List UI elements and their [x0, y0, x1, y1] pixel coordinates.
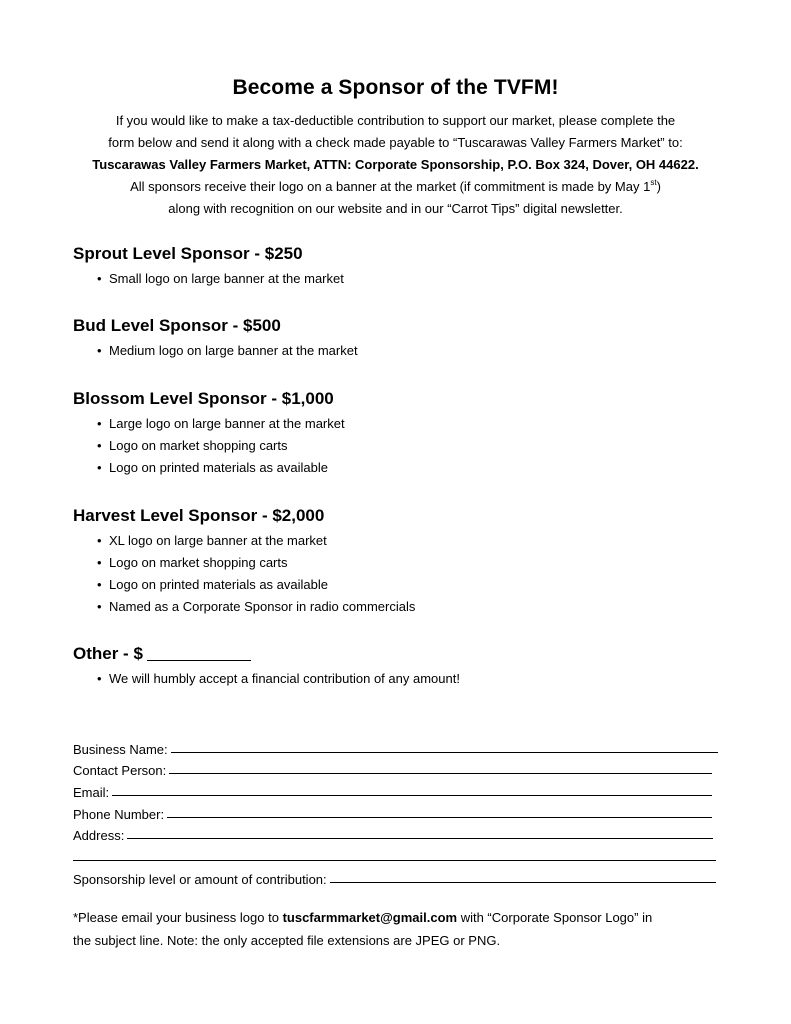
benefit-list — [97, 413, 345, 479]
ordinal-suffix: st — [650, 178, 657, 187]
benefit-list — [97, 530, 415, 618]
sponsor-level-other — [73, 643, 460, 690]
intro-paragraph — [40, 110, 751, 220]
benefit-list — [97, 340, 358, 362]
business-name-label: Business Name: — [73, 741, 168, 757]
benefit-list — [97, 668, 460, 690]
mailing-address: Tuscarawas Valley Farmers Market, ATTN: Corporate Sponsorship, P.O. Box 324, Dover, OH 44622. — [92, 157, 699, 172]
level-heading: Bud Level Sponsor - $500 — [73, 316, 281, 335]
sponsorship-level-blank[interactable] — [330, 882, 716, 883]
level-heading: Blossom Level Sponsor - $1,000 — [73, 389, 334, 408]
level-heading-row — [73, 643, 460, 665]
sponsor-level-bud — [73, 315, 358, 362]
intro-line-1: If you would like to make a tax-deductible contribution to support our market, please complete the — [115, 113, 676, 128]
sponsorship-level-label: Sponsorship level or amount of contribution: — [73, 871, 327, 887]
sponsor-level-sprout — [73, 243, 344, 290]
note-text: *Please email your business logo to — [73, 910, 283, 925]
benefit-item: • Logo on printed materials as available — [97, 457, 345, 479]
other-amount-blank[interactable] — [147, 644, 251, 661]
phone-number-field[interactable] — [73, 800, 718, 822]
benefit-item: • Logo on market shopping carts — [97, 435, 345, 457]
note-text-cont: with “Corporate Sponsor Logo” in — [457, 910, 653, 925]
benefit-list — [97, 268, 344, 290]
note-line-1 — [73, 906, 733, 929]
address-blank[interactable] — [127, 838, 713, 839]
intro-line-4 — [40, 176, 751, 198]
intro-line-4-close: ) — [656, 179, 661, 194]
email-blank[interactable] — [112, 795, 712, 796]
contact-person-label: Contact Person: — [73, 763, 167, 779]
benefit-item: • Logo on printed materials as available — [97, 574, 415, 596]
benefit-item: • Large logo on large banner at the market — [97, 413, 345, 435]
level-heading: Other - $ — [73, 644, 143, 663]
address-line-2-blank[interactable] — [73, 860, 716, 861]
sponsor-level-harvest — [73, 505, 415, 618]
note-line-2: the subject line. Note: the only accepted file extensions are JPEG or PNG. — [73, 933, 501, 948]
benefit-item: • XL logo on large banner at the market — [97, 530, 415, 552]
intro-line-2: form below and send it along with a check made payable to “Tuscarawas Valley Farmers Market” to: — [108, 135, 683, 150]
phone-number-label: Phone Number: — [73, 806, 165, 822]
address-line-2-field[interactable] — [73, 843, 718, 865]
benefit-item: • Medium logo on large banner at the market — [97, 340, 358, 362]
email-field[interactable] — [73, 778, 718, 800]
benefit-item: • We will humbly accept a financial contribution of any amount! — [97, 668, 460, 690]
benefit-item: • Logo on market shopping carts — [97, 552, 415, 574]
business-name-field[interactable] — [73, 735, 718, 757]
sponsor-level-blossom — [73, 388, 345, 479]
contact-person-blank[interactable] — [169, 773, 712, 774]
contact-email: tuscfarmmarket@gmail.com — [282, 910, 458, 925]
address-label: Address: — [73, 828, 125, 844]
sponsor-info-form — [73, 735, 718, 887]
benefit-item: • Named as a Corporate Sponsor in radio commercials — [97, 596, 415, 618]
logo-submission-note — [73, 906, 733, 952]
contact-person-field[interactable] — [73, 757, 718, 779]
address-field[interactable] — [73, 822, 718, 844]
email-label: Email: — [73, 785, 110, 801]
benefit-item: • Small logo on large banner at the market — [97, 268, 344, 290]
page-title: Become a Sponsor of the TVFM! — [232, 76, 559, 99]
level-heading: Sprout Level Sponsor - $250 — [73, 244, 303, 263]
intro-line-4-text: All sponsors receive their logo on a banner at the market (if commitment is made by May 1 — [130, 179, 651, 194]
intro-line-5: along with recognition on our website and in our “Carrot Tips” digital newsletter. — [168, 201, 623, 216]
level-heading: Harvest Level Sponsor - $2,000 — [73, 506, 325, 525]
sponsorship-level-field[interactable] — [73, 865, 718, 887]
phone-number-blank[interactable] — [167, 817, 712, 818]
business-name-blank[interactable] — [171, 752, 718, 753]
